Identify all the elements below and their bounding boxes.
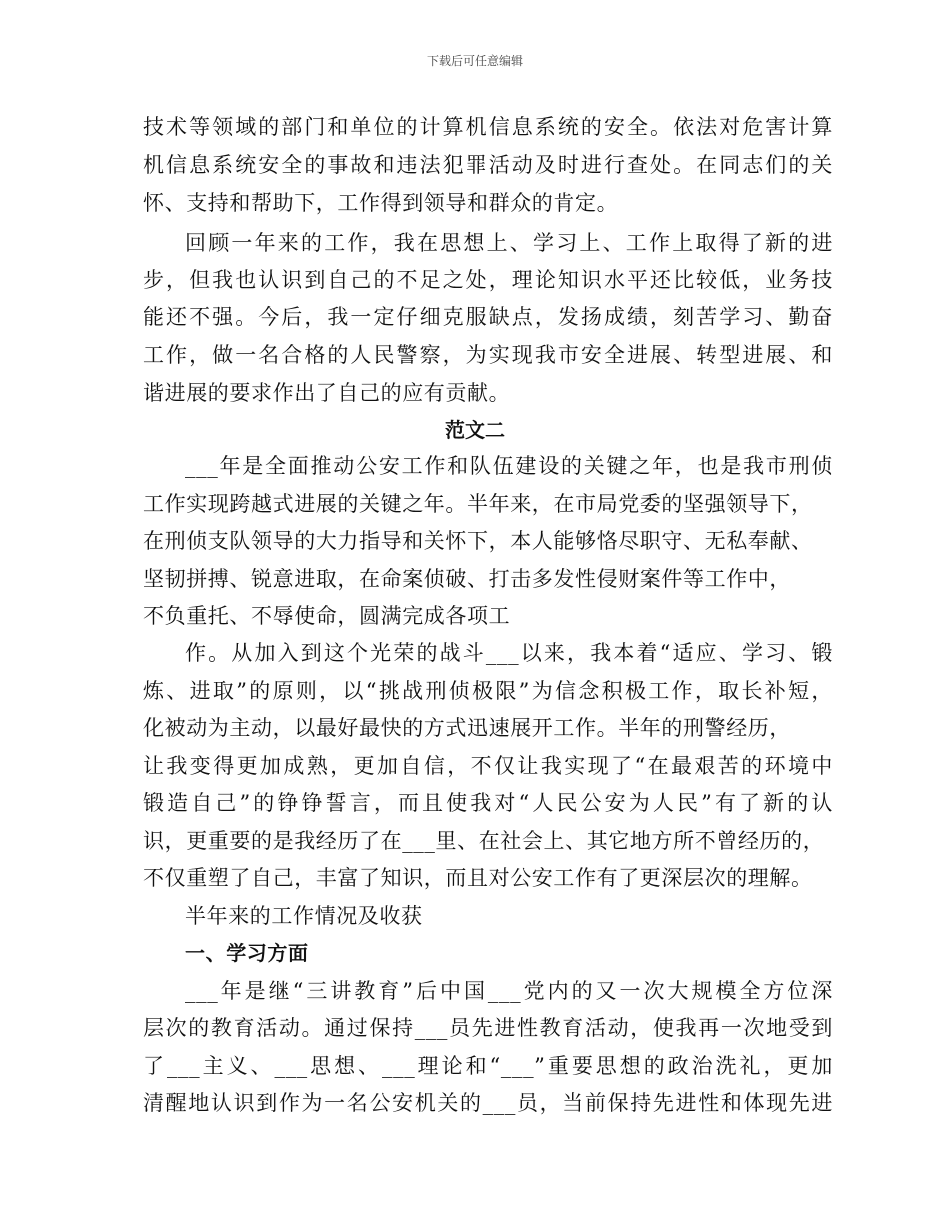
text-line: 能还不强。今后，我一定仔细克服缺点，发扬成绩，刻苦学习、勤奋 xyxy=(143,305,833,329)
text-line: 作。从加入到这个光荣的战斗___以来，我本着“适应、学习、锻 xyxy=(185,641,833,665)
text-line: 机信息系统安全的事故和违法犯罪活动及时进行查处。在同志们的关 xyxy=(143,153,833,177)
page-header: 下载后可任意编辑 xyxy=(426,54,523,68)
text-line: 步，但我也认识到自己的不足之处，理论知识水平还比较低，业务技 xyxy=(143,268,833,292)
text-line: 坚韧拼搏、锐意进取，在命案侦破、打击多发性侵财案件等工作中， xyxy=(143,567,791,591)
text-line: ___年是全面推动公安工作和队伍建设的关键之年，也是我市刑侦 xyxy=(185,454,833,478)
section-title: 范文二 xyxy=(445,418,505,442)
text-line: 让我变得更加成熟，更加自信，不仅让我实现了“在最艰苦的环境中 xyxy=(143,754,833,778)
text-line: 谐进展的要求作出了自己的应有贡献。 xyxy=(143,381,511,405)
text-line: 化被动为主动，以最好最快的方式迅速展开工作。半年的刑警经历， xyxy=(143,716,791,740)
text-line: 清醒地认识到作为一名公安机关的___员，当前保持先进性和体现先进 xyxy=(143,1091,833,1115)
text-line: ___年是继“三讲教育”后中国___党内的又一次大规模全方位深 xyxy=(185,979,833,1003)
text-line: 锻造自己”的铮铮誓言，而且使我对“人民公安为人民”有了新的认 xyxy=(143,791,833,815)
text-line: 炼、进取”的原则，以“挑战刑侦极限”为信念积极工作，取长补短， xyxy=(143,679,833,703)
text-line: 回顾一年来的工作，我在思想上、学习上、工作上取得了新的进 xyxy=(185,231,833,255)
subsection-title: 一、学习方面 xyxy=(185,941,309,965)
text-line: 工作实现跨越式进展的关键之年。半年来，在市局党委的坚强领导下， xyxy=(143,492,813,516)
text-line: 工作，做一名合格的人民警察，为实现我市安全进展、转型进展、和 xyxy=(143,343,833,367)
text-line: 不仅重塑了自己，丰富了知识，而且对公安工作有了更深层次的理解。 xyxy=(143,866,813,890)
text-line: 在刑侦支队领导的大力指导和关怀下，本人能够恪尽职守、无私奉献、 xyxy=(143,529,813,553)
text-line: 半年来的工作情况及收获 xyxy=(185,904,423,928)
text-line: 怀、支持和帮助下，工作得到领导和群众的肯定。 xyxy=(143,191,619,215)
text-line: 识，更重要的是我经历了在___里、在社会上、其它地方所不曾经历的， xyxy=(143,829,825,853)
text-line: 层次的教育活动。通过保持___员先进性教育活动，使我再一次地受到 xyxy=(143,1016,833,1040)
text-line: 了___主义、___思想、___理论和“___”重要思想的政治洗礼，更加 xyxy=(143,1054,833,1078)
text-line: 技术等领域的部门和单位的计算机信息系统的安全。依法对危害计算 xyxy=(143,115,833,139)
text-line: 不负重托、不辱使命，圆满完成各项工 xyxy=(143,604,511,628)
